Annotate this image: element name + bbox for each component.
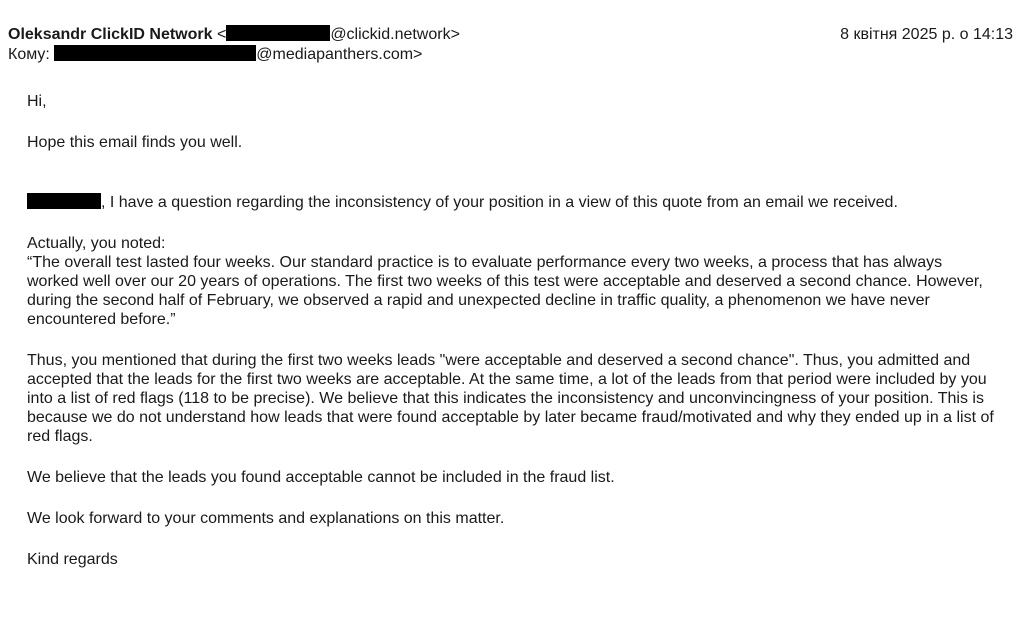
sender-email-domain: @clickid.network>	[330, 26, 460, 43]
sender-name[interactable]: Oleksandr ClickID Network	[8, 26, 213, 43]
sender-email-redaction	[226, 25, 330, 41]
believe-paragraph: We believe that the leads you found acceptable cannot be included in the fraud list.	[27, 469, 615, 486]
recipient-email-domain: @mediapanthers.com>	[256, 46, 423, 63]
regards: Kind regards	[27, 551, 118, 568]
forward-paragraph: We look forward to your comments and explanations on this matter.	[27, 510, 505, 527]
noted-intro: Actually, you noted:	[27, 235, 166, 252]
name-redaction	[27, 193, 101, 209]
recipient-email-redaction	[54, 45, 256, 61]
email-body	[27, 92, 997, 569]
thus-paragraph: Thus, you mentioned that during the first two weeks leads "were acceptable and deserved a second chance". Thus, you admitted and accepted that the leads for the first two weeks are acceptable. At the same time, a lot of the leads from that period were included by you into a list of red flags (118 to be precise). We believe that this indicates the inconsistency and unconvincingness of your position. This is because we do not understand how leads that were found acceptable by later became fraud/motivated and why they ended up in a list of red flags.	[27, 352, 994, 445]
email-header	[8, 25, 1013, 65]
noted-paragraph	[27, 234, 997, 329]
hope-line: Hope this email finds you well.	[27, 134, 243, 151]
quote-text: “The overall test lasted four weeks. Our standard practice is to evaluate performance every two weeks, a process that has always worked well over our 20 years of operations. The first two weeks of this test were acceptable and deserved a second chance. However, during the second half of February, we observed a rapid and unexpected decline in traffic quality, a phenomenon we have never encountered before.”	[27, 254, 983, 328]
question-text: , I have a question regarding the inconsistency of your position in a view of this quote from an email we received.	[101, 194, 898, 211]
greeting: Hi,	[27, 93, 47, 110]
to-line	[8, 45, 1013, 65]
question-paragraph	[27, 193, 997, 212]
sender-open-bracket: <	[212, 26, 227, 43]
email-date: 8 квітня 2025 р. о 14:13	[840, 26, 1013, 43]
to-label: Кому:	[8, 46, 55, 63]
